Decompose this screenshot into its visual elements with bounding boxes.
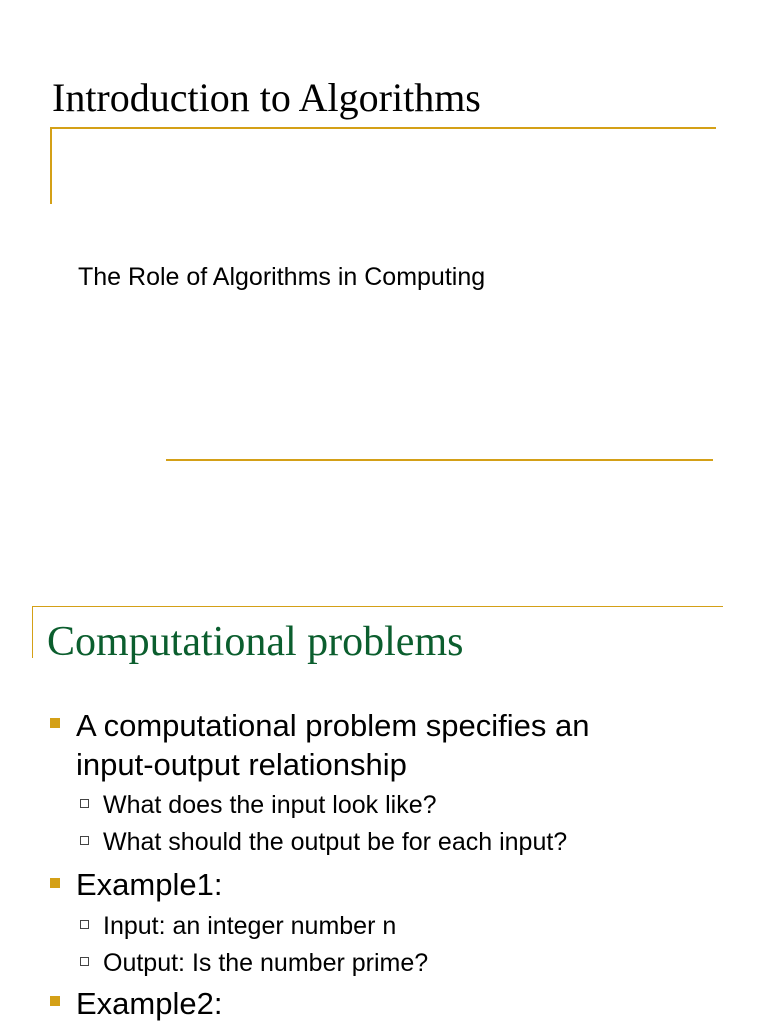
- bullet-text: Example2:: [76, 986, 223, 1021]
- bullet-square-icon: [50, 878, 60, 888]
- bullet-text-continued: input-output relationship: [76, 747, 407, 782]
- slide-title-heading: Introduction to Algorithms: [52, 75, 481, 120]
- bullet-text: Example1:: [76, 867, 223, 902]
- sub-bullet-text: What should the output be for each input?: [103, 828, 568, 856]
- sub-bullet-text: Output: Is the number prime?: [103, 949, 429, 977]
- slide-subtitle: The Role of Algorithms in Computing: [78, 263, 486, 291]
- title-left-rule: [50, 127, 52, 204]
- title-underline-rule: [52, 127, 716, 129]
- sub-bullet-text: Input: an integer number n: [103, 912, 397, 940]
- sub-bullet-square-icon: [80, 836, 89, 845]
- slide2-title: Computational problems: [47, 619, 464, 665]
- bullet-square-icon: [50, 996, 60, 1006]
- sub-bullet-square-icon: [80, 799, 89, 808]
- sub-bullet-square-icon: [80, 957, 89, 966]
- slide2-left-rule: [32, 606, 33, 658]
- sub-bullet-text: What does the input look like?: [103, 791, 437, 819]
- bullet-square-icon: [50, 718, 60, 728]
- sub-bullet-square-icon: [80, 920, 89, 929]
- bullet-text: A computational problem specifies an: [76, 708, 590, 743]
- slide2-top-rule: [33, 606, 723, 607]
- subtitle-bottom-rule: [166, 459, 713, 461]
